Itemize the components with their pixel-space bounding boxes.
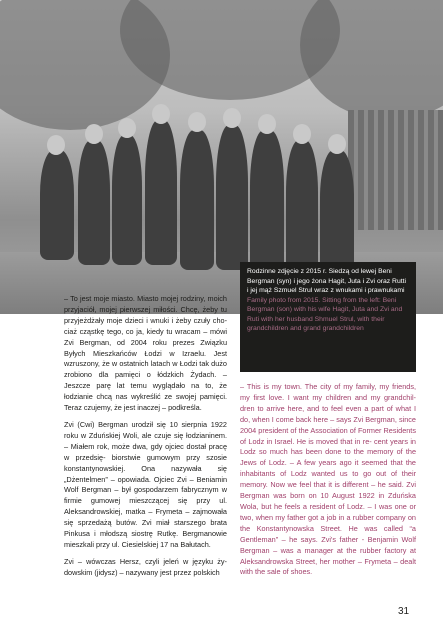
photo-caption xyxy=(240,262,416,372)
polish-paragraph-3: Zvi – wówczas Hersz, czyli jeleń w języku ży- dowskim (jidysz) – nazywany jest przez polskich xyxy=(64,556,227,577)
caption-english: Family photo from 2015. Sitting from the left: Beni Bergman (son) with his wife Hagit, Juta and Zvi and Ruti with her husband Shmuel Strul, with their grandchildren and grand grandchildren xyxy=(247,296,403,332)
polish-paragraph-1: – To jest moje miasto. Miasto mojej rodziny, moich przyjaciół, mojej pierwszej miłości. Chcę, żeby tu przyjeżdżały moje dzieci i wnuki i żeby czuły cho- ciaż cząstkę tego, co ja, kiedy tu wracam – mówi Zvi Bergman, od 2004 roku prezes Związku Byłych Mieszkańców Łodzi w Izraelu. Jest wzruszony, że w ostatnich latach w Łodzi tak dużo zrobiono dla pamięci o łódzkich Żydach. – Jeszcze parę lat temu wyglądało na to, że łodzianie chcą nas wykreślić ze swojej pamięci. Teraz czujemy, że jest inaczej – podkreśla. xyxy=(64,294,227,413)
english-text-column xyxy=(240,382,416,584)
english-paragraph-1: – This is my town. The city of my family, my friends, my first love. I want my children and my grandchil- dren to arrive here, and to feel even a part of what I do, when I come back here – says Zvi Bergman, since 2004 president of the Association of Former Residents of Lodz in Israel. He is moved that in re- cent years in Lodz so much has been done to the memory of the Jews of Lodz. – A few years ago it seemed that the inhabitants of Lodz wanted us to go out of their memory. Now we feel that it is different – he said. Zvi Bergman was born on 10 August 1922 in Zduńska Wola, but he feels a resident of Lodz. – I was one or two, when my father got a job in a rubber company on the Konstantynowska Street. He was called “a Gentleman” – he says. Zvi's father - Benjamin Wolf Bergman – was a manager at the rubber factory at Aleksandrowska Street, her mother – Frymeta – dealt with the sale of shoes. xyxy=(240,382,416,577)
polish-text-column xyxy=(64,294,227,585)
page-number: 31 xyxy=(398,606,410,617)
caption-polish: Rodzinne zdjęcie z 2015 r. Siedzą od lewej Beni Bergman (syn) i jego żona Hagit, Juta i Zvi oraz Rutti i jej mąż Szmuel Strul wraz z wnukami i prawnukami xyxy=(247,268,407,294)
polish-paragraph-2: Zvi (Cwi) Bergman urodził się 10 sierpnia 1922 roku w Zduńskiej Woli, ale czuje się łodzianinem. – Miałem rok, może dwa, gdy ojciec dostał pracę w przedsię- biorstwie gumowym przy szosie konstantynowskiej. Ona nazywała się „Dżentelmen” – opowiada. Ojciec Zvi – Beniamin Wolf Bergman – był gospodarzem fabrycznym w firmie gumowej mieszczącej się przy ul. Aleksandrowskiej, matka – Frymeta – zajmowała się sprzedażą butów. Zvi miał starszego brata Pinkusa i młodszą siostrę Rutkę. Bergmanowie mieszkali przy ul. Ciesielskiej 17 na Bałutach. xyxy=(64,419,227,549)
